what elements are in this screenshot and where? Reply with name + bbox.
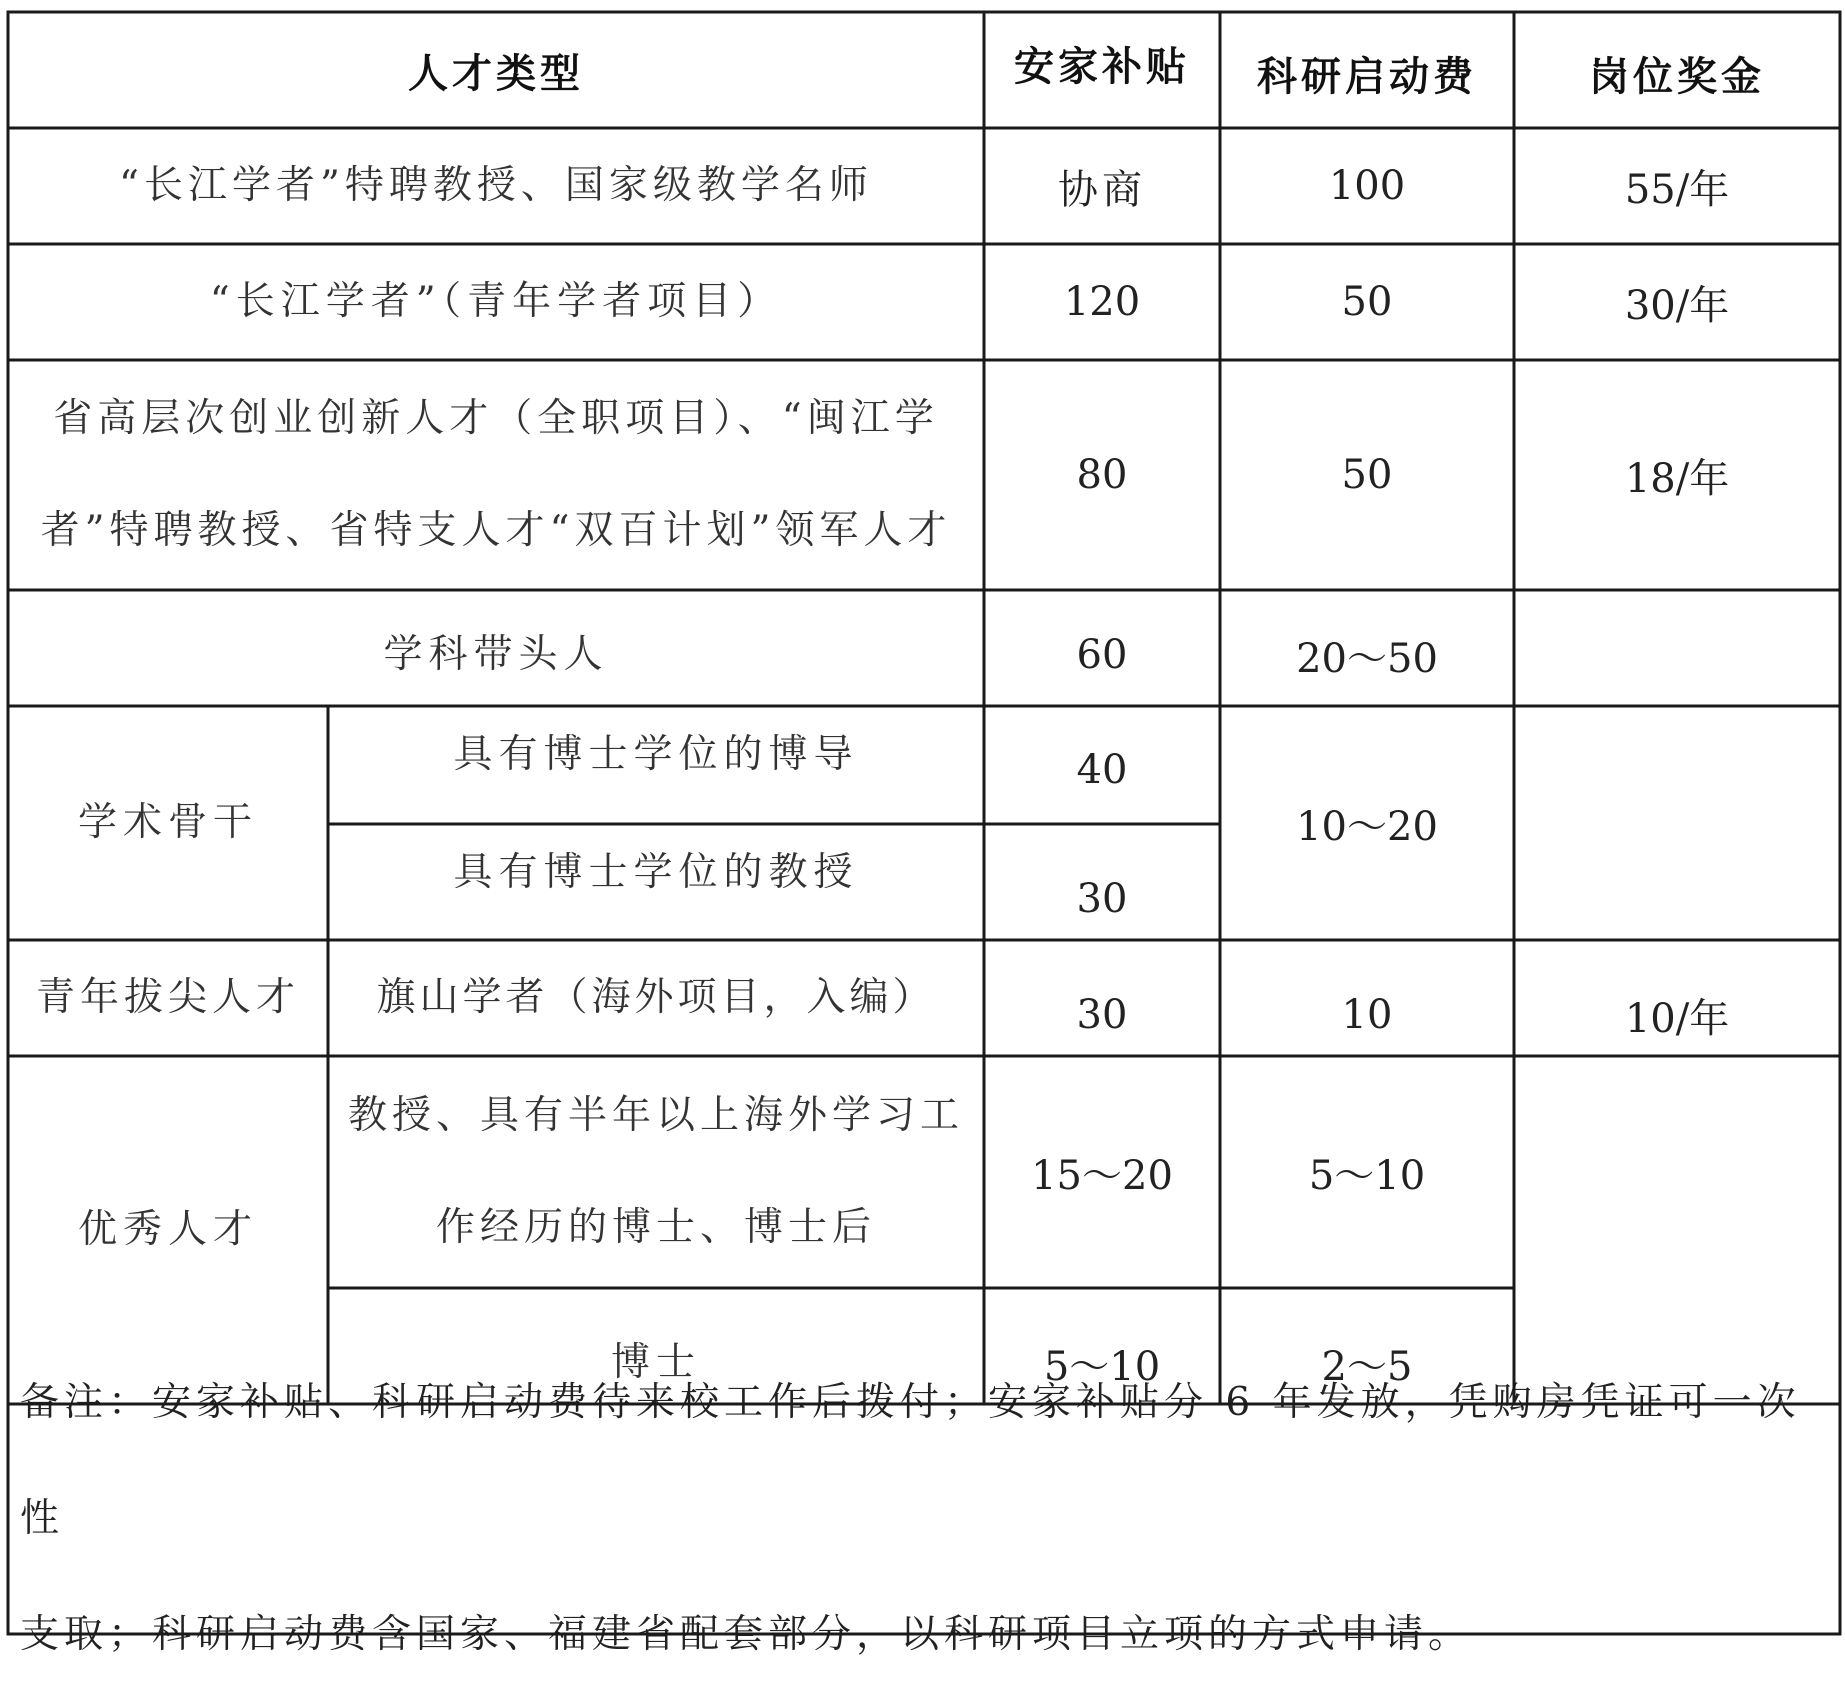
row-changjiang-young-category: “长江学者”（青年学者项目） [209, 279, 783, 324]
header-talent-type: 人才类型 [408, 49, 584, 97]
row-discipline-leader-category: 学科带头人 [383, 632, 609, 677]
excellent-talent-startup-phd: 2～5 [1321, 1343, 1413, 1390]
sub-phd: 博士 [610, 1340, 701, 1385]
row-changjiang-chair-category: “长江学者”特聘教授、国家级教学名师 [119, 163, 873, 208]
academic-backbone-startup: 10～20 [1296, 803, 1438, 850]
row-discipline-leader-startup: 20～50 [1296, 635, 1438, 682]
table-note: 备注：安家补贴、科研启动费待来校工作后拨付；安家补贴分 6 年发放，凭购房凭证可一次性 支取；科研启动费含国家、福建省配套部分，以科研项目立项的方式申请。 [20, 1380, 1801, 1657]
sub-doctoral-professor: 具有博士学位的教授 [453, 850, 859, 895]
excellent-talent-startup-senior: 5～10 [1308, 1152, 1426, 1199]
row-discipline-leader-allowance: 60 [1076, 632, 1128, 678]
sub-overseas-experience: 教授、具有半年以上海外学习工 作经历的博士、博士后 [347, 1093, 964, 1250]
group-young-talent: 青年拔尖人才 [35, 975, 300, 1020]
row-changjiang-chair-startup: 100 [1328, 163, 1406, 209]
row-provincial-talent-allowance: 80 [1076, 452, 1128, 498]
young-talent-allowance: 30 [1076, 992, 1128, 1038]
row-changjiang-chair-bonus: 55/年 [1624, 166, 1730, 213]
header-settling-allowance: 安家补贴 [1014, 42, 1190, 90]
excellent-talent-allowance-phd: 5～10 [1043, 1343, 1161, 1390]
young-talent-startup: 10 [1341, 992, 1393, 1038]
header-position-bonus: 岗位奖金 [1589, 52, 1765, 100]
row-changjiang-chair-allowance: 协商 [1058, 166, 1146, 213]
group-academic-backbone: 学术骨干 [77, 800, 258, 845]
row-changjiang-young-allowance: 120 [1063, 279, 1141, 325]
excellent-talent-allowance-senior: 15～20 [1031, 1152, 1173, 1199]
sub-doctoral-supervisor: 具有博士学位的博导 [453, 732, 859, 777]
header-research-startup-fee: 科研启动费 [1257, 52, 1477, 100]
academic-backbone-allowance-supervisor: 40 [1076, 747, 1128, 793]
row-provincial-talent-startup: 50 [1341, 452, 1393, 498]
row-changjiang-young-bonus: 30/年 [1624, 282, 1730, 329]
row-provincial-talent-category: 省高层次创业创新人才（全职项目）、“闽江学 者”特聘教授、省特支人才“双百计划”领军人才 [40, 396, 952, 553]
sub-qishan-scholar: 旗山学者（海外项目，入编） [376, 975, 936, 1020]
young-talent-bonus: 10/年 [1624, 995, 1730, 1042]
group-excellent-talent: 优秀人才 [77, 1207, 258, 1252]
academic-backbone-allowance-professor: 30 [1076, 876, 1128, 922]
row-changjiang-young-startup: 50 [1341, 279, 1393, 325]
row-provincial-talent-bonus: 18/年 [1624, 455, 1730, 502]
